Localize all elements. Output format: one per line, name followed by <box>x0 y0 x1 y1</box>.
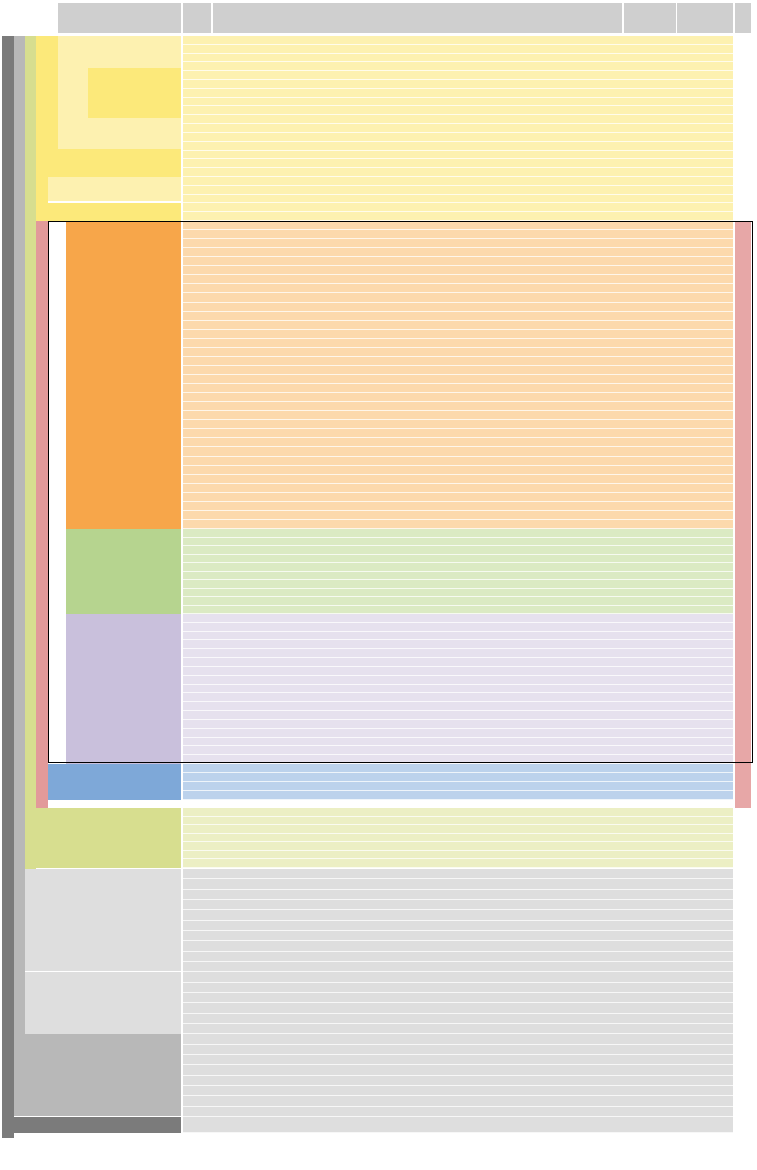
table-row <box>183 1086 733 1096</box>
table-row <box>183 782 733 791</box>
a13-pad <box>58 118 88 149</box>
table-row <box>183 890 733 900</box>
section-h4 <box>25 1034 181 1116</box>
table-row <box>183 168 733 177</box>
section-a11 <box>58 36 181 68</box>
table-row <box>183 859 733 868</box>
table-row <box>183 1076 733 1086</box>
header-bim <box>735 3 751 33</box>
header-visina <box>677 3 733 33</box>
table-row <box>183 952 733 962</box>
table-row <box>183 879 733 889</box>
table-row <box>183 931 733 941</box>
table-row <box>183 1034 733 1044</box>
table-row <box>183 869 733 879</box>
table-row <box>183 106 733 115</box>
section-a3 <box>48 177 181 201</box>
table-row <box>183 842 733 851</box>
table-row <box>183 142 733 151</box>
table-row <box>183 124 733 133</box>
table-row <box>183 159 733 168</box>
table-row <box>183 1107 733 1117</box>
header-metodologija <box>624 3 676 33</box>
label-a1 <box>48 36 58 149</box>
table-row <box>183 186 733 195</box>
table-row <box>183 177 733 186</box>
header-opis <box>213 3 622 33</box>
table-row <box>183 834 733 843</box>
table-row <box>183 36 733 45</box>
table-row <box>183 808 733 817</box>
table-row <box>183 851 733 860</box>
section-h2 <box>25 941 181 971</box>
table-row <box>183 45 733 54</box>
table-row <box>183 764 733 773</box>
table-row <box>183 151 733 160</box>
bim-lod500 <box>735 762 751 808</box>
table-row <box>183 910 733 920</box>
table-row <box>183 773 733 782</box>
table-row <box>183 983 733 993</box>
table-row <box>183 825 733 834</box>
table-row <box>183 1055 733 1065</box>
a12-pad <box>58 68 88 118</box>
table-row <box>183 1003 733 1013</box>
header-poz <box>183 3 211 33</box>
table-row <box>183 962 733 972</box>
g-area <box>36 808 181 868</box>
section-a4 <box>48 203 181 221</box>
table-row <box>183 791 733 800</box>
section-h1 <box>25 869 181 941</box>
table-row <box>183 972 733 982</box>
section-a2 <box>48 149 181 177</box>
table-row <box>183 941 733 951</box>
table-row <box>183 89 733 98</box>
table-row <box>183 921 733 931</box>
podrocje-frame <box>48 221 753 763</box>
table-row <box>183 80 733 89</box>
section-h3 <box>25 972 181 1034</box>
table-row <box>183 195 733 204</box>
table-row <box>183 62 733 71</box>
table-row <box>183 1024 733 1034</box>
section-a13 <box>88 118 181 149</box>
label-g-trajnostna <box>25 36 36 876</box>
section-a12 <box>88 68 181 118</box>
table-row <box>183 1096 733 1106</box>
label-i-pm <box>2 36 14 1138</box>
table-row <box>183 1117 733 1133</box>
table-row <box>183 212 733 221</box>
table-row <box>183 98 733 107</box>
table-row <box>183 71 733 80</box>
table-row <box>183 1065 733 1075</box>
table-row <box>183 1045 733 1055</box>
label-f-bim <box>36 221 48 808</box>
table-row <box>183 203 733 212</box>
table-row <box>183 993 733 1003</box>
table-row <box>183 817 733 826</box>
table-row <box>183 54 733 63</box>
section-e <box>48 764 181 800</box>
header-sklopi <box>58 3 181 33</box>
section-i <box>14 1117 181 1133</box>
label-a-izhodisca <box>36 36 48 221</box>
table-row <box>183 1014 733 1024</box>
table-row <box>183 133 733 142</box>
label-h-svetovalne <box>14 36 25 1116</box>
table-row <box>183 115 733 124</box>
table-row <box>183 900 733 910</box>
